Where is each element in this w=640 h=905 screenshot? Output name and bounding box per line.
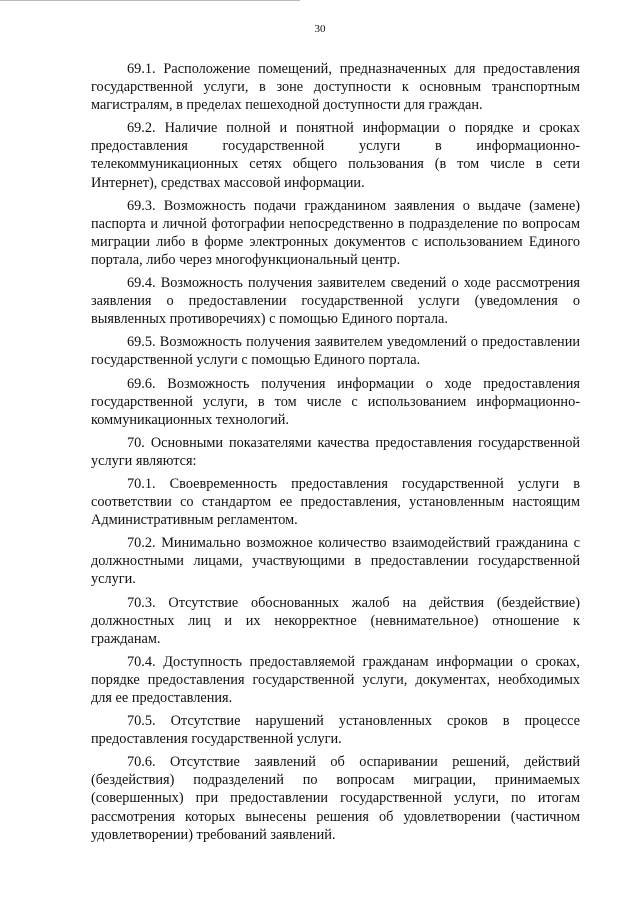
paragraph-69-1: 69.1. Расположение помещений, предназначенных для предоставления государственной услуги, в зоне доступности к основным транспортным магистралям, в пределах пешеходной доступности для граждан. [91, 61, 580, 114]
paragraph-70-2: 70.2. Минимально возможное количество взаимодействий гражданина с должностными лицами, участвующими в предоставлении государственной услуги. [91, 535, 580, 588]
document-body [91, 60, 580, 849]
paragraph-70-5: 70.5. Отсутствие нарушений установленных сроков в процессе предоставления государственной услуги. [91, 713, 580, 748]
paragraph-70-3: 70.3. Отсутствие обоснованных жалоб на действия (бездействие) должностных лиц и их некорректное (невнимательное) отношение к гражданам. [91, 594, 580, 647]
paragraph-70-1: 70.1. Своевременность предоставления государственной услуги в соответствии со стандартом ее предоставления, установленным настоящим Административным регламентом. [91, 475, 580, 529]
paragraph-69-4: 69.4. Возможность получения заявителем сведений о ходе рассмотрения заявления о предоставлении государственной услуги (уведомления о выявленных противоречиях) с помощью Единого портала. [91, 275, 580, 328]
paragraph-70: 70. Основными показателями качества предоставления государственной услуги являются: [91, 434, 580, 469]
paragraph-69-6: 69.6. Возможность получения информации о ходе предоставления государственной услуги, в том числе с использованием информационно-коммуникационных технологий. [91, 375, 580, 428]
paragraph-69-3: 69.3. Возможность подачи гражданином заявления о выдаче (замене) паспорта и личной фотографии непосредственно в подразделение по вопросам миграции либо в форме электронных документов с использованием Единого портала, либо через многофункциональный центр. [91, 197, 580, 268]
paragraph-70-6: 70.6. Отсутствие заявлений об оспаривании решений, действий (бездействия) подразделений по вопросам миграции, принимаемых (совершенных) при предоставлении государственной услуги, по итогам рассмотрения которых вынесены решения об удовлетворении (частичном удовлетворении) требований заявлений. [91, 754, 580, 843]
paragraph-70-4: 70.4. Доступность предоставляемой гражданам информации о сроках, порядке предоставления государственной услуги, документах, необходимых для ее предоставления. [91, 653, 580, 706]
scan-edge-line [0, 0, 300, 1]
paragraph-69-5: 69.5. Возможность получения заявителем уведомлений о предоставлении государственной услуги с помощью Единого портала. [91, 334, 580, 369]
page-number: 30 [314, 23, 326, 35]
paragraph-69-2: 69.2. Наличие полной и понятной информации о порядке и сроках предоставления государственной услуги в информационно-телекоммуникационных сетях общего пользования (в том числе в сети Интернет), средствах массовой информации. [91, 120, 580, 191]
